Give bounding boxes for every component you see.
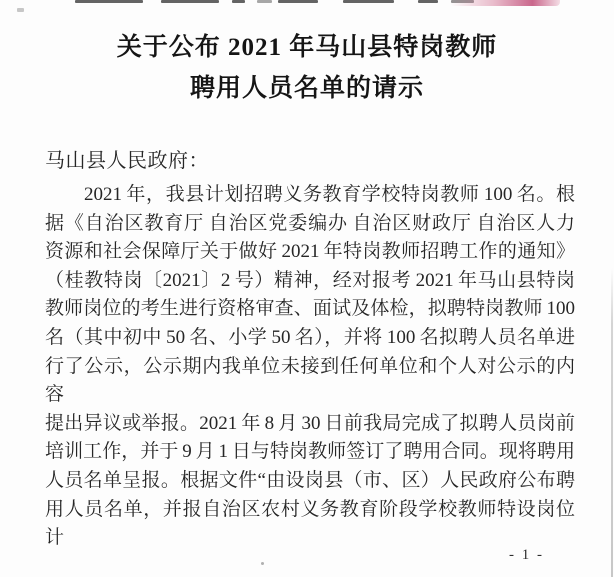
scan-artifact-top-line [278,0,318,3]
document-title-line-2: 聘用人员名单的请示 [189,75,424,102]
page-number: - 1 - [509,547,544,563]
scan-artifact-speck [261,562,264,565]
scan-artifact-pink-band [450,0,560,6]
paragraph-line: 据《自治区教育厅 自治区党委编办 自治区财政厅 自治区人力 [45,212,575,234]
document-body [45,147,575,553]
scan-artifact-top-line [343,0,394,3]
main-paragraph [45,181,575,553]
scan-artifact-top-line [418,0,438,3]
scan-artifact-top-line [75,0,143,3]
document-title [0,27,614,109]
paragraph-line: 2021 年，我县计划招聘义务教育学校特岗教师 100 名。根 [84,184,575,205]
paragraph-line: 行了公示，公示期内我单位未接到任何单位和个人对公示的内容 [45,355,575,406]
scan-artifact-top-line [232,0,245,3]
scan-artifact-page-edge-line [611,268,613,577]
salutation: 马山县人民政府： [45,150,209,172]
scan-artifact-top-line [161,0,219,3]
paragraph-line: 教师岗位的考生进行资格审查、面试及体检，拟聘特岗教师 100 [45,298,575,320]
paragraph-line: 提出异议或举报。2021 年 8 月 30 日前我局完成了拟聘人员岗前 [45,412,575,434]
document-title-line-1: 关于公布 2021 年马山县特岗教师 [116,34,498,61]
paragraph-line: 人员名单呈报。根据文件“由设岗县（市、区）人民政府公布聘 [45,469,575,491]
scan-artifact-top-line [257,0,272,3]
paragraph-line: 名（其中初中 50 名、小学 50 名），并将 100 名拟聘人员名单进 [45,326,575,348]
paragraph-line: （桂教特岗〔2021〕2 号）精神，经对报考 2021 年马山县特岗 [45,269,575,291]
paragraph-line: 用人员名单，并报自治区农村义务教育阶段学校教师特设岗位计 [45,498,575,549]
paragraph-line: 资源和社会保障厅关于做好 2021 年特岗教师招聘工作的通知》 [45,241,575,263]
paragraph-line: 培训工作，并于 9 月 1 日与特岗教师签订了聘用合同。现将聘用 [45,441,575,463]
scan-artifact-speck [17,8,24,12]
